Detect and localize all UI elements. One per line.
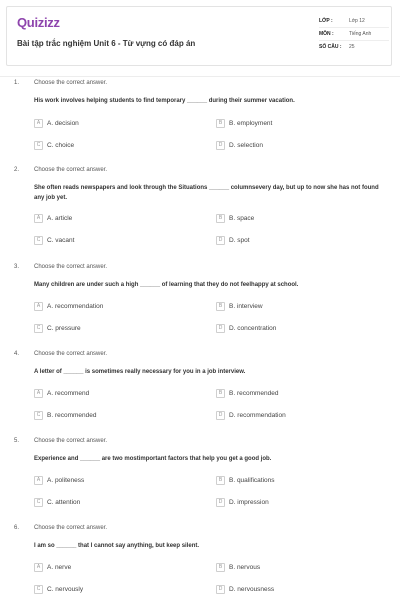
option-text: A. politeness (47, 476, 85, 484)
option-letter: D (216, 498, 225, 507)
meta-label: MÔN : (319, 31, 334, 37)
option-text: B. employment (229, 119, 273, 127)
option-a[interactable] (34, 118, 79, 128)
option-d[interactable] (216, 140, 263, 150)
option-text: B. recommended (47, 411, 97, 419)
option-letter: B (216, 302, 225, 311)
option-b[interactable] (216, 213, 254, 223)
option-text: D. nervousness (229, 585, 275, 593)
option-text: B. nervous (229, 563, 261, 571)
question-instruction: Choose the correct answer. (34, 264, 108, 270)
option-letter: A (34, 476, 43, 485)
option-d[interactable] (216, 235, 250, 245)
worksheet-title: Bài tập trắc nghiệm Unit 6 - Từ vựng có đáp án (17, 39, 196, 48)
option-text: D. concentration (229, 324, 277, 332)
option-letter: C (34, 141, 43, 150)
option-text: A. recommendation (47, 302, 104, 310)
question-text: I am so ______ that I cannot say anything, but keep silent. (34, 543, 200, 549)
option-text: B. qualifications (229, 476, 275, 484)
meta-row-count (319, 41, 389, 53)
meta-value: Lớp 12 (349, 18, 365, 24)
option-letter: C (34, 585, 43, 594)
option-b[interactable] (216, 562, 260, 572)
option-text: C. pressure (47, 324, 81, 332)
option-text: D. selection (229, 141, 263, 149)
option-text: C. nervously (47, 585, 84, 593)
meta-value: 25 (349, 44, 355, 50)
option-letter: A (34, 302, 43, 311)
question-number: 5. (14, 438, 20, 444)
option-a[interactable] (34, 475, 84, 485)
option-letter: A (34, 389, 43, 398)
meta-value: Tiếng Anh (349, 31, 372, 37)
question-instruction: Choose the correct answer. (34, 351, 108, 357)
option-text: C. choice (47, 141, 75, 149)
question-number: 3. (14, 264, 20, 270)
option-a[interactable] (34, 562, 71, 572)
option-letter: C (34, 236, 43, 245)
option-letter: A (34, 214, 43, 223)
option-letter: C (34, 411, 43, 420)
question-text: Experience and ______ are two mostimportant factors that help you get a good job. (34, 456, 272, 462)
option-text: B. space (229, 214, 255, 222)
option-a[interactable] (34, 388, 89, 398)
question-number: 2. (14, 167, 20, 173)
question-instruction: Choose the correct answer. (34, 438, 108, 444)
option-letter: C (34, 498, 43, 507)
option-text: A. decision (47, 119, 79, 127)
option-text: B. interview (229, 302, 263, 310)
question-instruction: Choose the correct answer. (34, 167, 108, 173)
option-letter: D (216, 585, 225, 594)
option-d[interactable] (216, 497, 269, 507)
option-text: B. recommended (229, 389, 279, 397)
question-text: She often reads newspapers and look through the Situations ______ columnsevery day, but up to now she has not found any job yet. (34, 185, 379, 201)
question-text: A letter of ______ is sometimes really necessary for you in a job interview. (34, 369, 246, 375)
option-text: D. recommendation (229, 411, 286, 419)
option-d[interactable] (216, 410, 286, 420)
option-c[interactable] (34, 497, 80, 507)
option-b[interactable] (216, 388, 279, 398)
option-text: D. spot (229, 236, 250, 244)
option-b[interactable] (216, 301, 263, 311)
question-instruction: Choose the correct answer. (34, 525, 108, 531)
option-b[interactable] (216, 118, 272, 128)
question-number: 1. (14, 80, 20, 86)
option-a[interactable] (34, 213, 72, 223)
option-b[interactable] (216, 475, 275, 485)
option-text: D. impression (229, 498, 269, 506)
option-c[interactable] (34, 235, 74, 245)
option-letter: B (216, 214, 225, 223)
option-c[interactable] (34, 410, 97, 420)
worksheet-header (6, 6, 392, 66)
option-letter: B (216, 563, 225, 572)
question-text: Many children are under such a high ______ of learning that they do not feelhappy at school. (34, 282, 299, 288)
question-number: 6. (14, 525, 20, 531)
meta-row-class (319, 15, 389, 28)
option-c[interactable] (34, 140, 74, 150)
option-letter: D (216, 324, 225, 333)
option-letter: A (34, 119, 43, 128)
question-number: 4. (14, 351, 20, 357)
option-letter: C (34, 324, 43, 333)
option-text: C. vacant (47, 236, 75, 244)
option-letter: B (216, 389, 225, 398)
option-d[interactable] (216, 584, 274, 594)
option-c[interactable] (34, 323, 81, 333)
meta-label: SỐ CÂU : (319, 44, 342, 50)
option-text: A. article (47, 214, 73, 222)
option-text: A. nerve (47, 563, 72, 571)
option-letter: D (216, 141, 225, 150)
option-letter: B (216, 119, 225, 128)
option-letter: B (216, 476, 225, 485)
option-a[interactable] (34, 301, 103, 311)
option-letter: D (216, 411, 225, 420)
meta-label: LỚP : (319, 18, 333, 24)
quizizz-logo: Quizizz (17, 15, 60, 30)
option-letter: D (216, 236, 225, 245)
question-instruction: Choose the correct answer. (34, 80, 108, 86)
meta-row-subject (319, 28, 389, 41)
question-text: His work involves helping students to find temporary ______ during their summer vacation. (34, 98, 295, 104)
option-c[interactable] (34, 584, 83, 594)
worksheet-meta (319, 15, 389, 53)
header-divider (0, 76, 400, 77)
option-d[interactable] (216, 323, 276, 333)
option-text: C. attention (47, 498, 81, 506)
option-letter: A (34, 563, 43, 572)
option-text: A. recommend (47, 389, 90, 397)
